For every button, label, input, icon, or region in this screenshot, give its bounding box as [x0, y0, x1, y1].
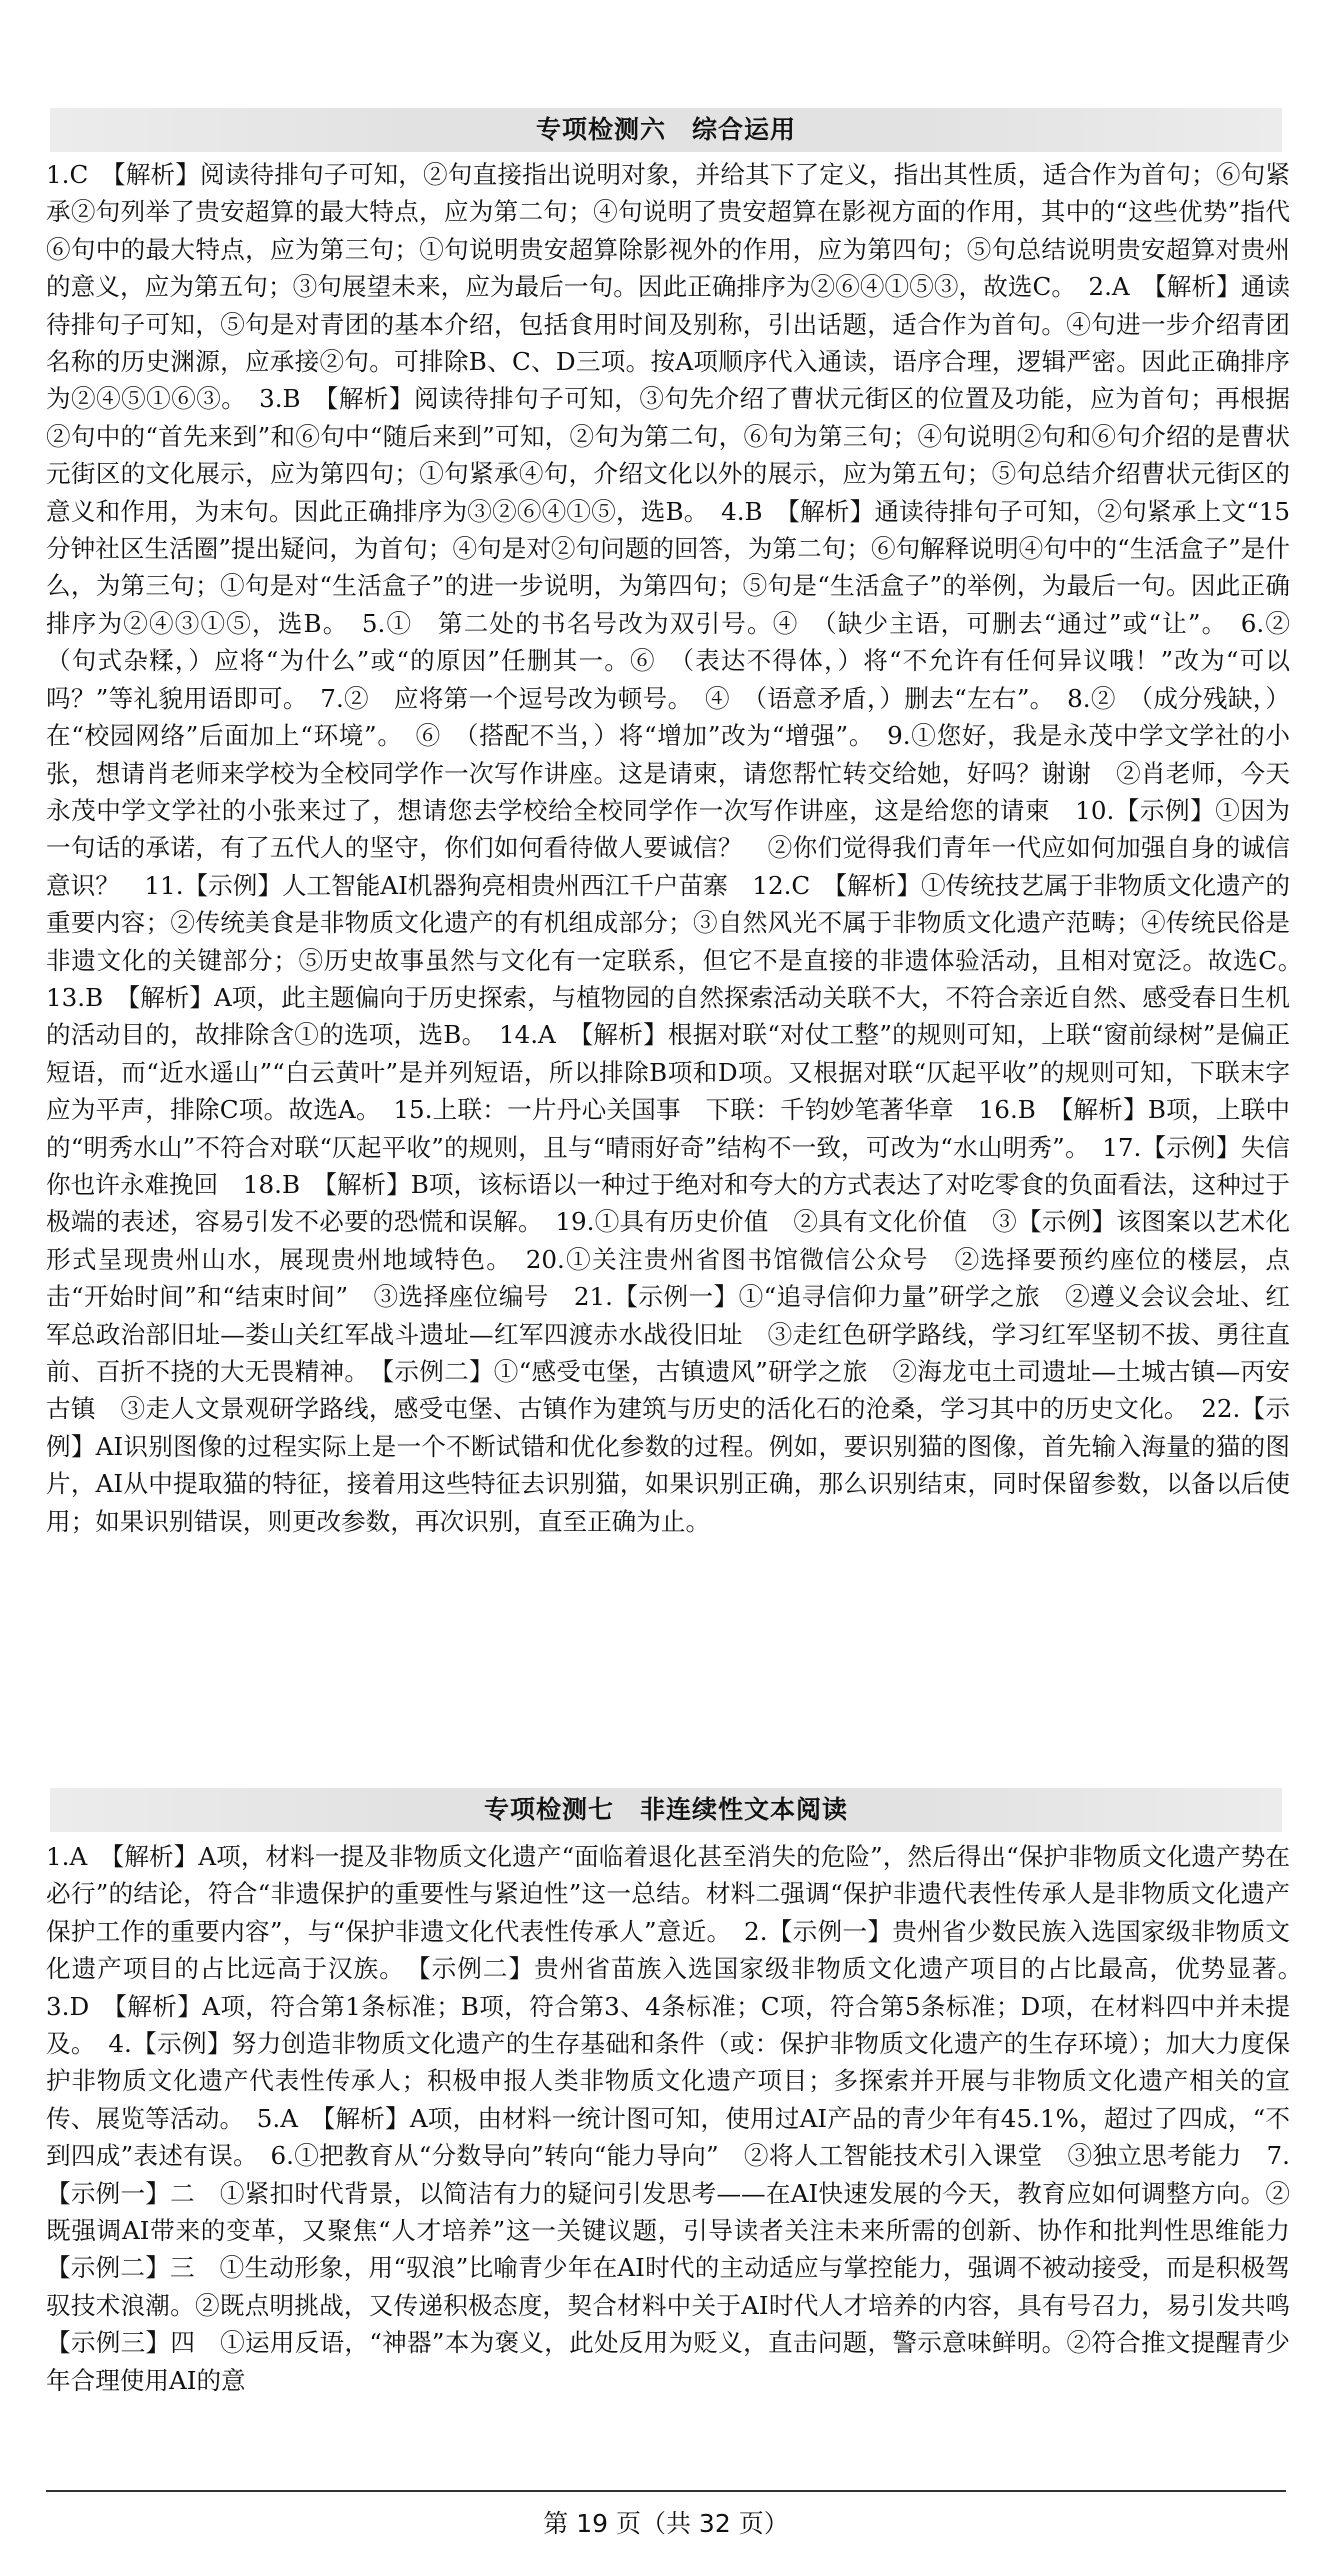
page-number: 第 19 页（共 32 页）: [543, 2509, 789, 2538]
footer-divider: [46, 2490, 1286, 2492]
section-six-heading: 专项检测六 综合运用: [50, 108, 1282, 152]
section-seven-answers: [46, 1838, 1315, 2399]
section-seven-heading: 专项检测七 非连续性文本阅读: [50, 1788, 1282, 1832]
section-six-answers: [46, 156, 1315, 1540]
section-six-paragraph: 1.C 【解析】阅读待排句子可知，②句直接指出说明对象，并给其下了定义，指出其性质，适合作为首句；⑥句紧承②句列举了贵安超算的最大特点，应为第二句；④句说明了贵安超算在影视方面的作用，其中的“这些优势”指代⑥句中的最大特点，应为第三句；①句说明贵安超算除影视外的作用，应为第四句；⑤句总结说明贵安超算对贵州的意义，应为第五句；③句展望未来，应为最后一句。因此正确排序为②⑥④①⑤③，故选C。 2.A 【解析】通读待排句子可知，⑤句是对青团的基本介绍，包括食用时间及别称，引出话题，适合作为首句。④句进一步介绍青团名称的历史渊源，应承接②句。可排除B、C、D三项。按A项顺序代入通读，语序合理，逻辑严密。因此正确排序为②④⑤①⑥③。 3.B 【解析】阅读待排句子可知，③句先介绍了曹状元街区的位置及功能，应为首句；再根据②句中的“首先来到”和⑥句中“随后来到”可知，②句为第二句，⑥句为第三句；④句说明②句和⑥句介绍的是曹状元街区的文化展示，应为第四句；①句紧承④句，介绍文化以外的展示，应为第五句；⑤句总结介绍曹状元街区的意义和作用，为末句。因此正确排序为③②⑥④①⑤，选B。 4.B 【解析】通读待排句子可知，②句紧承上文“15分钟社区生活圈”提出疑问，为首句；④句是对②句问题的回答，为第二句；⑥句解释说明④句中的“生活盒子”是什么，为第三句；①句是对“生活盒子”的进一步说明，为第四句；⑤句是“生活盒子”的举例，为最后一句。因此正确排序为②④③①⑤，选B。 5.① 第二处的书名号改为双引号。④ （缺少主语，可删去“通过”或“让”。 6.② （句式杂糅，）应将“为什么”或“的原因”任删其一。⑥ （表达不得体，）将“不允许有任何异议哦！”改为“可以吗？”等礼貌用语即可。 7.② 应将第一个逗号改为顿号。 ④ （语意矛盾，）删去“左右”。 8.② （成分残缺，）在“校园网络”后面加上“环境”。 ⑥ （搭配不当，）将“增加”改为“增强”。 9.①您好，我是永茂中学文学社的小张，想请肖老师来学校为全校同学作一次写作讲座。这是请柬，请您帮忙转交给她，好吗？谢谢 ②肖老师，今天永茂中学文学社的小张来过了，想请您去学校给全校同学作一次写作讲座，这是给您的请柬 10.【示例】①因为一句话的承诺，有了五代人的坚守，你们如何看待做人要诚信？ ②你们觉得我们青年一代应如何加强自身的诚信意识？ 11.【示例】人工智能AI机器狗亮相贵州西江千户苗寨 12.C 【解析】①传统技艺属于非物质文化遗产的重要内容；②传统美食是非物质文化遗产的有机组成部分；③自然风光不属于非物质文化遗产范畴；④传统民俗是非遗文化的关键部分；⑤历史故事虽然与文化有一定联系，但它不是直接的非遗体验活动，且相对宽泛。故选C。 13.B 【解析】A项，此主题偏向于历史探索，与植物园的自然探索活动关联不大，不符合亲近自然、感受春日生机的活动目的，故排除含①的选项，选B。 14.A 【解析】根据对联“对仗工整”的规则可知，上联“窗前绿树”是偏正短语，而“近水遥山”“白云黄叶”是并列短语，所以排除B项和D项。又根据对联“仄起平收”的规则可知，下联末字应为平声，排除C项。故选A。 15.上联：一片丹心关国事 下联：千钧妙笔著华章 16.B 【解析】B项，上联中的“明秀水山”不符合对联“仄起平收”的规则，且与“晴雨好奇”结构不一致，可改为“水山明秀”。 17.【示例】失信 你也许永难挽回 18.B 【解析】B项，该标语以一种过于绝对和夸大的方式表达了对吃零食的负面看法，这种过于极端的表述，容易引发不必要的恐慌和误解。 19.①具有历史价值 ②具有文化价值 ③【示例】该图案以艺术化形式呈现贵州山水，展现贵州地域特色。 20.①关注贵州省图书馆微信公众号 ②选择要预约座位的楼层，点击“开始时间”和“结束时间” ③选择座位编号 21.【示例一】①“追寻信仰力量”研学之旅 ②遵义会议会址、红军总政治部旧址—娄山关红军战斗遗址—红军四渡赤水战役旧址 ③走红色研学路线，学习红军坚韧不拔、勇往直前、百折不挠的大无畏精神。 【示例二】①“感受屯堡，古镇遗风”研学之旅 ②海龙屯土司遗址—土城古镇—丙安古镇 ③走人文景观研学路线，感受屯堡、古镇作为建筑与历史的活化石的沧桑，学习其中的历史文化。 22.【示例】AI识别图像的过程实际上是一个不断试错和优化参数的过程。例如，要识别猫的图像，首先输入海量的猫的图片，AI从中提取猫的特征，接着用这些特征去识别猫，如果识别正确，那么识别结束，同时保留参数，以备以后使用；如果识别错误，则更改参数，再次识别，直至正确为止。: [46, 160, 1315, 1536]
section-seven-paragraph: 1.A 【解析】A项，材料一提及非物质文化遗产“面临着退化甚至消失的危险”，然后得出“保护非物质文化遗产势在必行”的结论，符合“非遗保护的重要性与紧迫性”这一总结。材料二强调“保护非遗代表性传承人是非物质文化遗产保护工作的重要内容”，与“保护非遗文化代表性传承人”意近。 2.【示例一】贵州省少数民族入选国家级非物质文化遗产项目的占比远高于汉族。 【示例二】贵州省苗族入选国家级非物质文化遗产项目的占比最高，优势显著。 3.D 【解析】A项，符合第1条标准；B项，符合第3、4条标准；C项，符合第5条标准；D项，在材料四中并未提及。 4.【示例】努力创造非物质文化遗产的生存基础和条件（或：保护非物质文化遗产的生存环境）；加大力度保护非物质文化遗产代表性传承人；积极申报人类非物质文化遗产项目；多探索并开展与非物质文化遗产相关的宣传、展览等活动。 5.A 【解析】A项，由材料一统计图可知，使用过AI产品的青少年有45.1%，超过了四成，“不到四成”表述有误。 6.①把教育从“分数导向”转向“能力导向” ②将人工智能技术引入课堂 ③独立思考能力 7.【示例一】二 ①紧扣时代背景，以简洁有力的疑问引发思考——在AI快速发展的今天，教育应如何调整方向。②既强调AI带来的变革，又聚焦“人才培养”这一关键议题，引导读者关注未来所需的创新、协作和批判性思维能力 【示例二】三 ①生动形象，用“驭浪”比喻青少年在AI时代的主动适应与掌控能力，强调不被动接受，而是积极驾驭技术浪潮。②既点明挑战，又传递积极态度，契合材料中关于AI时代人才培养的内容，具有号召力，易引发共鸣 【示例三】四 ①运用反语，“神器”本为褒义，此处反用为贬义，直击问题，警示意味鲜明。②符合推文提醒青少年合理使用AI的意: [46, 1842, 1315, 2395]
